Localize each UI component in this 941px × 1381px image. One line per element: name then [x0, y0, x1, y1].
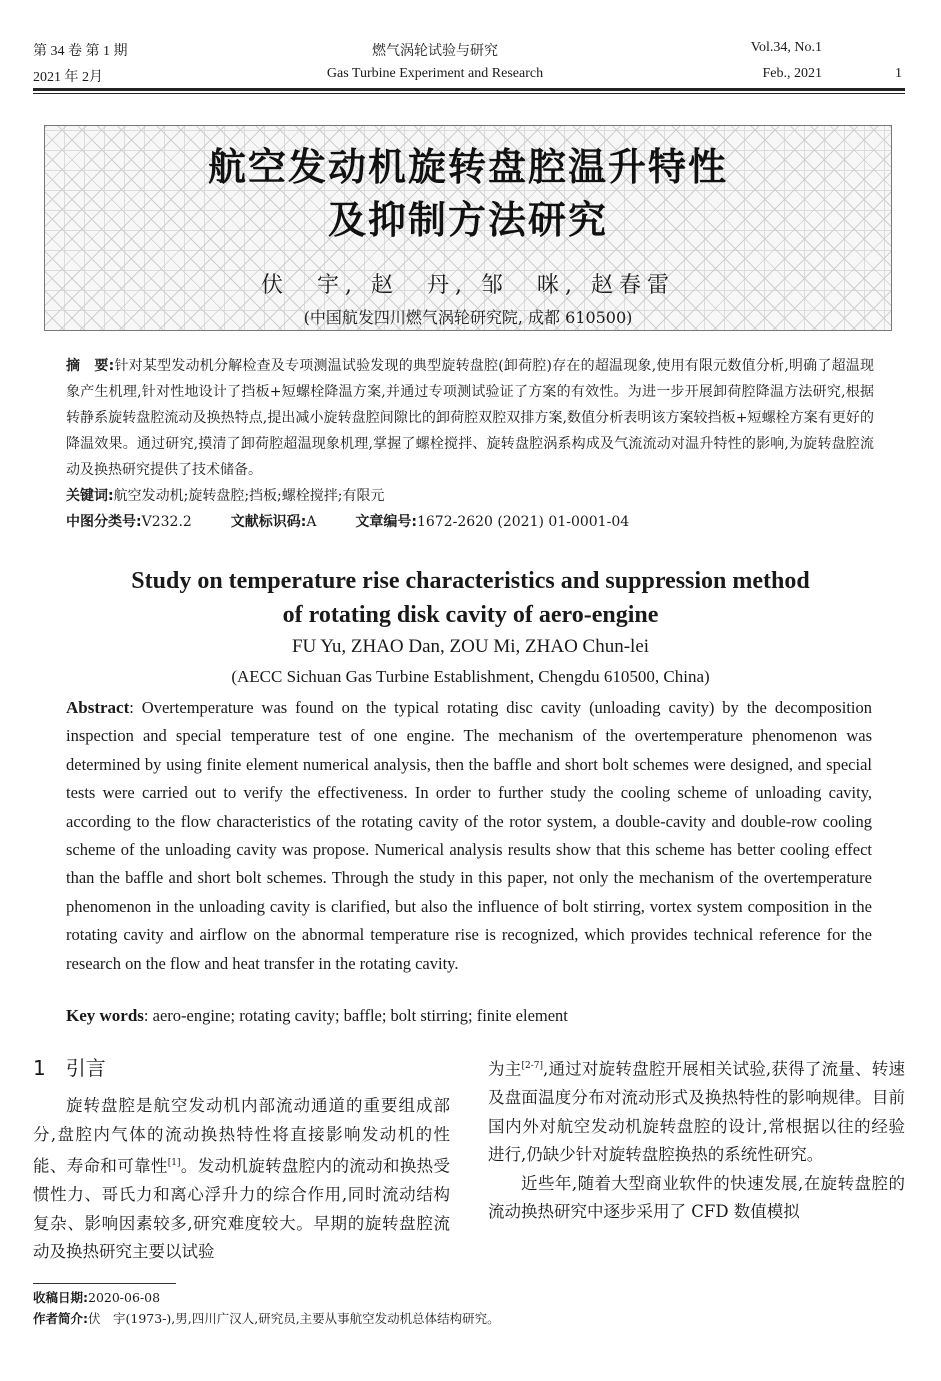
keywords-en: [66, 1006, 568, 1026]
paragraph: [488, 1170, 905, 1227]
section-heading: 1 引言: [33, 1056, 106, 1080]
article-no-value: 1672-2620 (2021) 01-0001-04: [416, 514, 630, 530]
received-label: 收稿日期:: [33, 1290, 88, 1305]
paragraph: [33, 1092, 450, 1267]
keywords-cn-label: 关键词:: [66, 488, 114, 504]
paragraph-text: ,通过对旋转盘腔开展相关试验,获得了流量、转速及盘面温度分布对流动形式及换热特性的影响规律。目前国内外对航空发动机旋转盘腔的设计,常根据以往的经验进行,仍缺少针对旋转盘腔换热的系统性研究。: [488, 1059, 906, 1165]
title-cn-line1: 航空发动机旋转盘腔温升特性: [207, 145, 728, 189]
paragraph-text-head: 为主: [488, 1059, 522, 1079]
affiliation-en: (AECC Sichuan Gas Turbine Establishment, Chengdu 610500, China): [231, 667, 710, 686]
doc-code-label: 文献标识码:: [230, 514, 307, 530]
authors-en: FU Yu, ZHAO Dan, ZOU Mi, ZHAO Chun-lei: [291, 636, 650, 657]
paragraph-text: 旋转盘腔是航空发动机内部流动通道的重要组成部分,盘腔内气体的流动换热特性将直接影响发动机的性能、寿命和可靠性: [33, 1096, 450, 1176]
received-date: 2020-06-08: [88, 1290, 161, 1305]
header-rule-thin: [33, 93, 905, 94]
author-bio: 伏 宇(1973-),男,四川广汉人,研究员,主要从事航空发动机总体结构研究。: [88, 1311, 500, 1326]
paragraph: [488, 1052, 905, 1170]
citation-ref: [1]: [167, 1158, 181, 1169]
clc-value: V232.2: [141, 514, 192, 530]
title-box: [44, 125, 892, 331]
abstract-en: [66, 694, 872, 978]
article-no-label: 文章编号:: [355, 514, 417, 530]
title-cn-line2: 及抑制方法研究: [327, 198, 608, 242]
author-bio-label: 作者简介:: [33, 1311, 88, 1326]
authors-cn: 伏 宇, 赵 丹, 邹 咪, 赵春雷: [261, 273, 675, 298]
keywords-en-label: Key words: [66, 1006, 144, 1025]
paragraph-text: 近些年,随着大型商业软件的快速发展,在旋转盘腔的流动换热研究中逐步采用了 CFD 数值模拟: [488, 1173, 905, 1222]
paragraph-text-tail: 。发动机旋转盘腔内的流动和换热受惯性力、哥氏力和离心浮升力的综合作用,同时流动结构复杂、影响因素较多,研究难度较大。早期的旋转盘腔流动及换热研究主要以试验: [33, 1156, 450, 1262]
citation-ref: [2-7]: [521, 1061, 543, 1071]
clc-label: 中图分类号:: [66, 514, 142, 530]
header-journal-cn: 燃气涡轮试验与研究: [372, 44, 498, 59]
header-volume-en: Vol.34, No.1: [750, 40, 822, 55]
footnote-rule: [33, 1283, 176, 1284]
affiliation-cn: (中国航发四川燃气涡轮研究院, 成都 610500): [303, 308, 633, 327]
header-date-cn: 2021 年 2月: [33, 70, 103, 85]
page-number: 1: [895, 66, 902, 81]
title-en-line1: Study on temperature rise characteristics and suppression method: [131, 568, 810, 594]
doc-code-value: A: [306, 514, 317, 530]
abstract-cn-label: 摘 要:: [66, 358, 115, 374]
abstract-en-text: : Overtemperature was found on the typical rotating disc cavity (unloading cavity) by the decomposition inspection and special temperature test of one engine. The mechanism of the overtemperature phenomenon was determined by using finite element numerical analysis, then the baffle and short bolt schemes were designed, and special tests were carried out to verify the effectiveness. In order to further study the cooling scheme of unloading cavity, according to the flow characteristics of the rotating cavity of the rotor system, a double-cavity and double-row cooling scheme of the unloading cavity was propose. Numerical analysis results show that this scheme has better cooling effect than the baffle and short bolt schemes. Through the study in this paper, not only the mechanism of the overtemperature phenomenon in the unloading cavity is clarified, but also the influence of bolt stirring, vortex system composition in the rotating cavity and airflow on the abnormal temperature rise is recognized, which provides technical reference for the research on the flow and heat transfer in the rotating cavity.: [66, 698, 872, 973]
title-en-line2: of rotating disk cavity of aero-engine: [282, 602, 659, 628]
body-column-right: [488, 1052, 905, 1227]
header-journal-en: Gas Turbine Experiment and Research: [326, 66, 544, 81]
abstract-en-label: Abstract: [66, 698, 130, 717]
footnote-author: [33, 1309, 500, 1327]
header-date-en: Feb., 2021: [762, 66, 822, 81]
abstract-cn: [66, 353, 874, 483]
keywords-cn-text: 航空发动机;旋转盘腔;挡板;螺栓搅拌;有限元: [113, 488, 385, 504]
body-column-left: [33, 1092, 450, 1267]
keywords-en-text: : aero-engine; rotating cavity; baffle; bolt stirring; finite element: [143, 1006, 568, 1025]
keywords-cn: [66, 485, 384, 505]
abstract-cn-text: 针对某型发动机分解检查及专项测温试验发现的典型旋转盘腔(卸荷腔)存在的超温现象,使用有限元数值分析,明确了超温现象产生机理,针对性地设计了挡板+短螺栓降温方案,并通过专项测试验证了方案的有效性。为进一步开展卸荷腔降温方法研究,根据转静系旋转盘腔流动及换热特点,提出减小旋转盘腔间隙比的卸荷腔双腔双排方案,数值分析表明该方案较挡板+短螺栓方案有更好的降温效果。通过研究,摸清了卸荷腔超温现象机理,掌握了螺栓搅拌、旋转盘腔涡系构成及气流流动对温升特性的影响,为旋转盘腔流动及换热研究提供了技术储备。: [66, 358, 874, 478]
footnote-received: [33, 1288, 160, 1306]
header-rule-thick: [33, 88, 905, 91]
classification-line: [66, 511, 629, 531]
header-volume-cn: 第 34 卷 第 1 期: [33, 44, 128, 59]
